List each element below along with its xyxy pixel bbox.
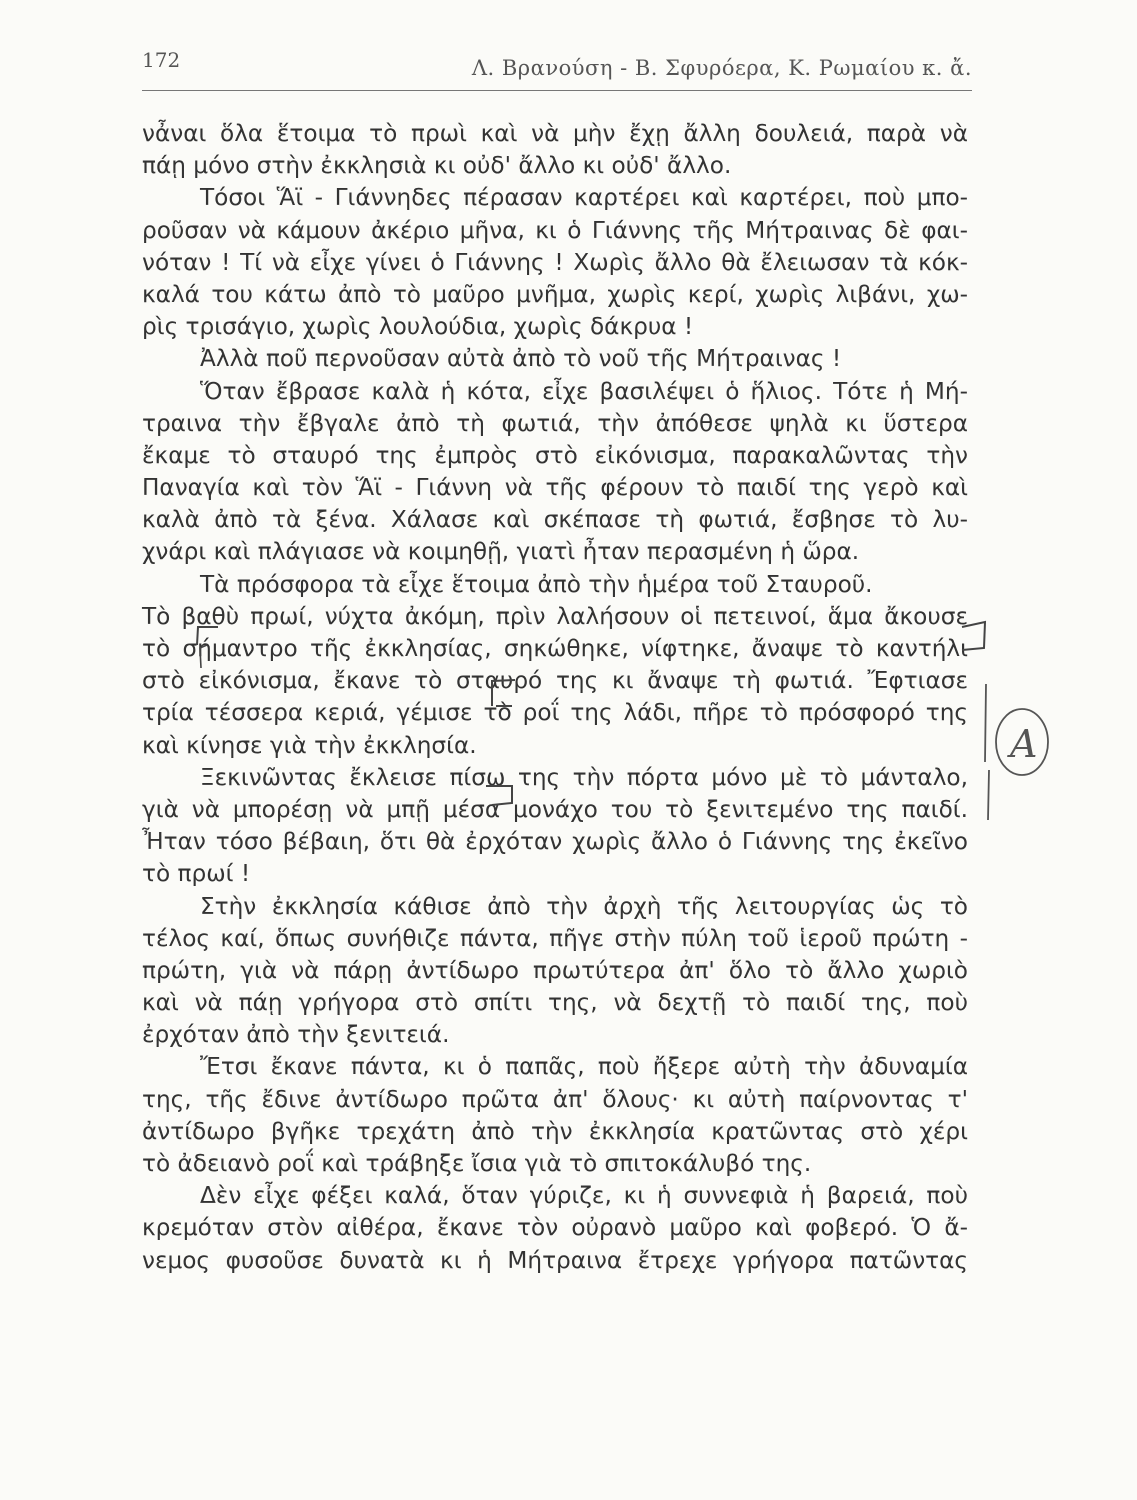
text-line: νόταν ! Τί νὰ εἶχε γίνει ὁ Γιάννης ! Χωρὶς ἄλλο θὰ ἔλειωσαν τὰ κόκ- bbox=[142, 248, 968, 276]
text-line: τὸ πρωί ! bbox=[142, 860, 251, 888]
text-line: Ἦταν τόσο βέβαιη, ὅτι θὰ ἐρχόταν χωρὶς ἄλλο ὁ Γιάννης της ἐκεῖνο bbox=[142, 828, 968, 856]
text-line: τὸ ἀδειανὸ ροΐ καὶ τράβηξε ἴσια γιὰ τὸ σπιτοκάλυβό της. bbox=[142, 1150, 812, 1177]
text-line: πρώτη, γιὰ νὰ πάρῃ ἀντίδωρο πρωτύτερα ἀπ' ὅλο τὸ ἄλλο χωριὸ bbox=[142, 956, 968, 984]
margin-line-mark bbox=[985, 684, 989, 820]
body-text bbox=[142, 118, 968, 1277]
text-line: κρεμόταν στὸν αἰθέρα, ἔκανε τὸν οὐρανὸ μαῦρο καὶ φοβερό. Ὁ ἄ- bbox=[142, 1214, 968, 1242]
text-line: καλὰ ἀπὸ τὰ ξένα. Χάλασε καὶ σκέπασε τὴ φωτιά, ἔσβησε τὸ λυ- bbox=[142, 506, 968, 534]
text-line: γιὰ νὰ μπορέσῃ νὰ μπῇ μέσα μονάχο του τὸ ξενιτεμένο της παιδί. bbox=[142, 795, 968, 823]
running-head: Λ. Βρανούση - Β. Σφυρόερα, Κ. Ρωμαίου κ. ἄ. bbox=[471, 56, 972, 80]
text-line: τέλος καί, ὅπως συνήθιζε πάντα, πῆγε στὴν πύλη τοῦ ἱεροῦ πρώτη - bbox=[142, 924, 968, 952]
text-line: της, τῆς ἔδινε ἀντίδωρο πρῶτα ἀπ' ὅλους· κι αὐτὴ παίρνοντας τ' bbox=[142, 1085, 968, 1113]
text-line: ρὶς τρισάγιο, χωρὶς λουλούδια, χωρὶς δάκρυα ! bbox=[142, 313, 694, 341]
text-line: Στὴν ἐκκλησία κάθισε ἀπὸ τὴν ἀρχὴ τῆς λειτουργίας ὡς τὸ bbox=[200, 892, 968, 920]
text-line: Ξεκινῶντας ἔκλεισε πίσω της τὴν πόρτα μόνο μὲ τὸ μάνταλο, bbox=[200, 763, 968, 791]
text-line: τὸ σήμαντρο τῆς ἐκκλησίας, σηκώθηκε, νίφτηκε, ἄναψε τὸ καντήλι bbox=[142, 635, 968, 662]
text-line: Ὅταν ἔβρασε καλὰ ἡ κότα, εἶχε βασιλέψει ὁ ἥλιος. Τότε ἡ Μή- bbox=[200, 377, 968, 405]
text-line: νἆναι ὅλα ἕτοιμα τὸ πρωὶ καὶ νὰ μὴν ἔχῃ ἄλλη δουλειά, παρὰ νὰ bbox=[142, 120, 968, 147]
text-line: ἀντίδωρο βγῆκε τρεχάτη ἀπὸ τὴν ἐκκλησία κρατῶντας στὸ χέρι bbox=[142, 1117, 968, 1145]
text-line: Τόσοι Ἅϊ - Γιάννηδες πέρασαν καρτέρει καὶ καρτέρει, ποὺ μπο- bbox=[200, 184, 968, 212]
text-line: ἔκαμε τὸ σταυρό της ἐμπρὸς στὸ εἰκόνισμα, παρακαλῶντας τὴν bbox=[142, 441, 968, 469]
text-line: ροῦσαν νὰ κάμουν ἀκέριο μῆνα, κι ὁ Γιάννης τῆς Μήτραινας δὲ φαι- bbox=[142, 216, 968, 244]
text-line: Παναγία καὶ τὸν Ἅϊ - Γιάννη νὰ τῆς φέρουν τὸ παιδί της γερὸ καὶ bbox=[142, 474, 968, 502]
text-line: ἐρχόταν ἀπὸ τὴν ξενιτειά. bbox=[142, 1021, 450, 1049]
text-line: τραινα τὴν ἔβγαλε ἀπὸ τὴ φωτιά, τὴν ἀπόθεσε ψηλὰ κι ὕστερα bbox=[142, 409, 968, 437]
text-line: στὸ εἰκόνισμα, ἔκανε τὸ σταυρό της κι ἄναψε τὴ φωτιά. Ἔφτιασε bbox=[142, 667, 968, 695]
text-line: καλά του κάτω ἀπὸ τὸ μαῦρο μνῆμα, χωρὶς κερί, χωρὶς λιβάνι, χω- bbox=[142, 280, 968, 308]
text-line: Τὰ πρόσφορα τὰ εἶχε ἕτοιμα ἀπὸ τὴν ἡμέρα τοῦ Σταυροῦ. bbox=[200, 570, 873, 598]
text-line: καὶ νὰ πάῃ γρήγορα στὸ σπίτι της, νὰ δεχτῇ τὸ παιδί της, ποὺ bbox=[142, 989, 968, 1017]
text-line: Ἔτσι ἔκανε πάντα, κι ὁ παπᾶς, ποὺ ἤξερε αὐτὴ τὴν ἀδυναμία bbox=[200, 1053, 968, 1081]
text-line: Ἀλλὰ ποῦ περνοῦσαν αὐτὰ ἀπὸ τὸ νοῦ τῆς Μήτραινας ! bbox=[200, 345, 842, 373]
page-number: 172 bbox=[142, 48, 181, 72]
circled-letter-mark bbox=[996, 709, 1048, 775]
text-line: καὶ κίνησε γιὰ τὴν ἐκκλησία. bbox=[142, 731, 477, 759]
page-header bbox=[142, 44, 972, 92]
text-line: νεμος φυσοῦσε δυνατὰ κι ἡ Μήτραινα ἔτρεχε γρήγορα πατῶντας bbox=[142, 1246, 968, 1274]
text-line: Δὲν εἶχε φέξει καλά, ὅταν γύριζε, κι ἡ συννεφιὰ ἡ βαρειά, ποὺ bbox=[200, 1182, 968, 1210]
header-rule bbox=[142, 90, 972, 91]
text-line: πάῃ μόνο στὴν ἐκκλησιὰ κι οὐδ' ἄλλο κι οὐδ' ἄλλο. bbox=[142, 152, 732, 180]
margin-letter: Α bbox=[1010, 722, 1038, 766]
text-line: τρία τέσσερα κεριά, γέμισε τὸ ροΐ της λάδι, πῆρε τὸ πρόσφορό της bbox=[142, 699, 968, 727]
text-line: Τὸ βαθὺ πρωί, νύχτα ἀκόμη, πρὶν λαλήσουν οἱ πετεινοί, ἅμα ἄκουσε bbox=[142, 602, 968, 630]
text-line: χνάρι καὶ πλάγιασε νὰ κοιμηθῇ, γιατὶ ἦταν περασμένη ἡ ὥρα. bbox=[142, 538, 860, 566]
